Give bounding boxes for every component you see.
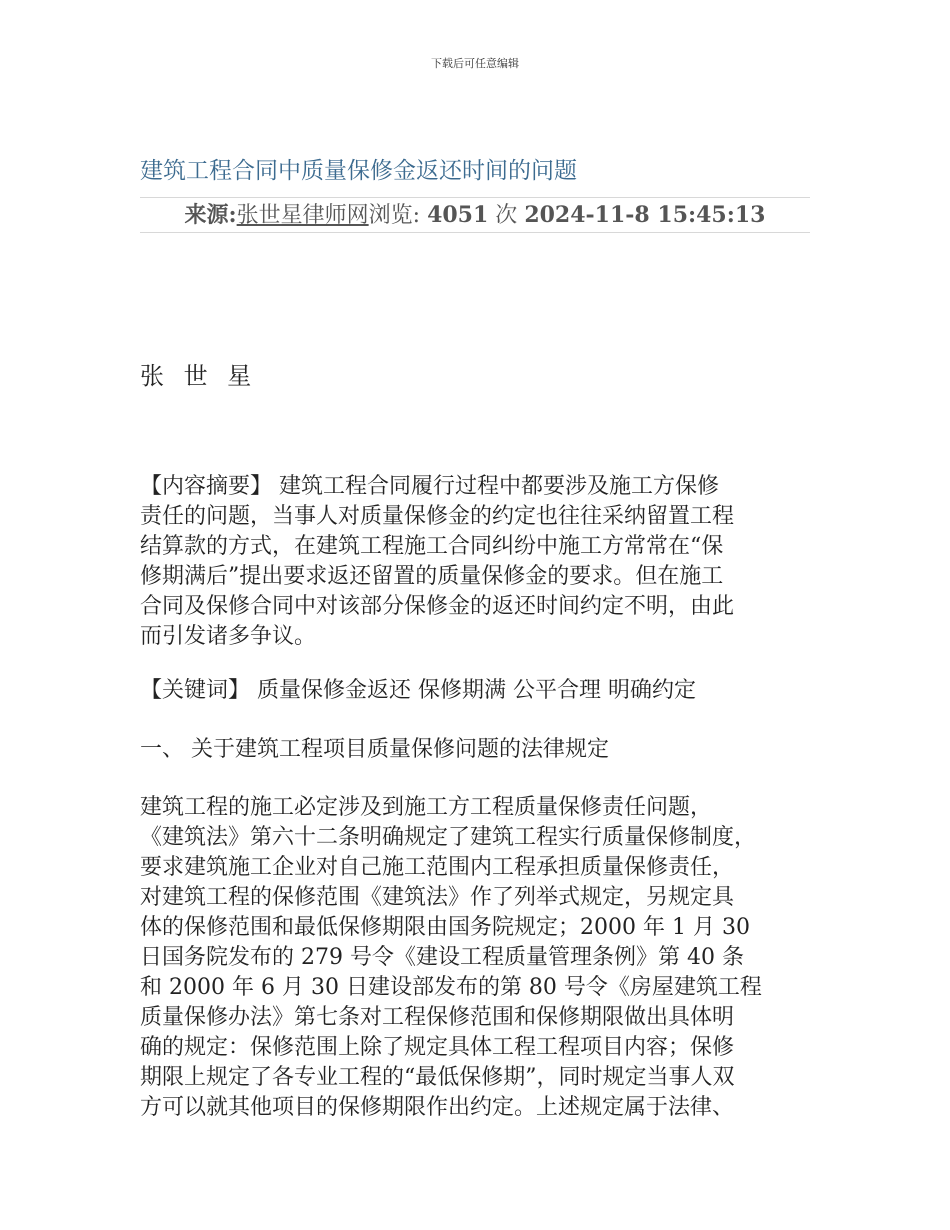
paragraph-line: 建筑工程的施工必定涉及到施工方工程质量保修责任问题， xyxy=(140,795,713,820)
paragraph-line: 期限上规定了各专业工程的“最低保修期”，同时规定当事人双 xyxy=(140,1065,735,1090)
section-heading-text: 一、 关于建筑工程项目质量保修问题的法律规定 xyxy=(140,737,609,762)
views-unit: 次 xyxy=(495,203,518,228)
author-name: 张 世 星 xyxy=(140,362,258,390)
source-link[interactable]: 张世星律师网 xyxy=(236,203,369,228)
abstract-line: 合同及保修合同中对该部分保修金的返还时间约定不明，由此 xyxy=(140,594,735,619)
paragraph-line: 日国务院发布的 279 号令《建设工程质量管理条例》第 40 条 xyxy=(140,945,744,970)
article-title: 建筑工程合同中质量保修金返还时间的问题 xyxy=(140,158,577,184)
paragraph-line: 对建筑工程的保修范围《建筑法》作了列举式规定，另规定具 xyxy=(140,885,735,910)
publish-date: 2024-11-8 15:45:13 xyxy=(524,202,766,228)
abstract-line: 结算款的方式，在建筑工程施工合同纠纷中施工方常常在“保 xyxy=(140,534,724,559)
abstract-line: 【内容摘要】 建筑工程合同履行过程中都要涉及施工方保修 xyxy=(140,474,719,499)
paragraph-line: 和 2000 年 6 月 30 日建设部发布的第 80 号令《房屋建筑工程 xyxy=(140,975,762,1000)
page-header-note: 下载后可任意编辑 xyxy=(431,57,519,70)
body-paragraph-1 xyxy=(140,793,820,1123)
paragraph-line: 质量保修办法》第七条对工程保修范围和保修期限做出具体明 xyxy=(140,1005,735,1030)
section-heading-1 xyxy=(140,735,820,765)
abstract-line: 而引发诸多争议。 xyxy=(140,624,317,649)
source-label: 来源: xyxy=(184,202,237,228)
paragraph-line: 确的规定：保修范围上除了规定具体工程工程项目内容；保修 xyxy=(140,1035,735,1060)
views-label: 浏览: xyxy=(368,203,421,228)
views-count: 4051 xyxy=(427,202,489,228)
abstract-paragraph xyxy=(140,472,820,652)
paragraph-line: 要求建筑施工企业对自己施工范围内工程承担质量保修责任， xyxy=(140,855,735,880)
keywords-paragraph xyxy=(140,676,820,706)
abstract-line: 责任的问题，当事人对质量保修金的约定也往往采纳留置工程 xyxy=(140,504,735,529)
keywords-line: 【关键词】 质量保修金返还 保修期满 公平合理 明确约定 xyxy=(140,678,696,703)
paragraph-line: 《建筑法》第六十二条明确规定了建筑工程实行质量保修制度， xyxy=(140,825,757,850)
paragraph-line: 方可以就其他项目的保修期限作出约定。上述规定属于法律、 xyxy=(140,1095,735,1120)
article-meta-bar xyxy=(140,197,810,233)
paragraph-line: 体的保修范围和最低保修期限由国务院规定；2000 年 1 月 30 xyxy=(140,915,750,940)
abstract-line: 修期满后”提出要求返还留置的质量保修金的要求。但在施工 xyxy=(140,564,724,589)
